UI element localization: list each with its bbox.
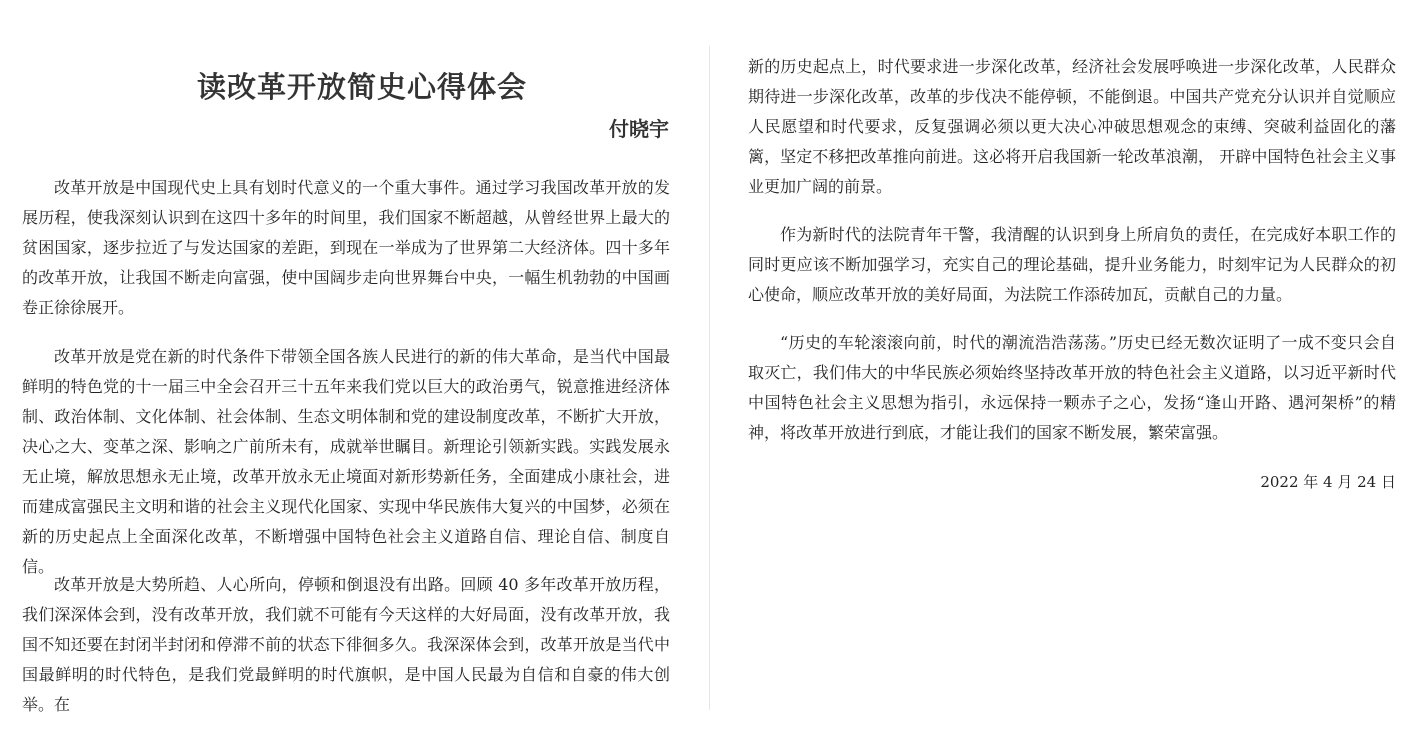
paragraph-3: 改革开放是大势所趋、人心所向，停顿和倒退没有出路。回顾 40 多年改革开放历程，我们深深体会到，没有改革开放，我们就不可能有今天这样的大好局面，没有改革开放，我国不知还要在封闭半封闭和停滞不前的状态下徘徊多久。我深深体会到，改革开放是当代中国最鲜明的时代特色，是我们党最鲜明的时代旗帜，是中国人民最为自信和自豪的伟大创举。在 [22,575,670,714]
article-title: 读改革开放简史心得体会 [196,70,527,105]
article-date: 2022 年 4 月 24 日 [1260,473,1396,491]
paragraph-5: “历史的车轮滚滚向前，时代的潮流浩浩荡荡。”历史已经无数次证明了一成不变只会自取灭亡，我们伟大的中华民族必须始终坚持改革开放的特色社会主义道路，以习近平新时代中国特色社会主义思想为指引，永远保持一颗赤子之心，发扬“逢山开路、遇河架桥”的精神，将改革开放进行到底，才能让我们的国家不断发展，繁荣富强。 [748,333,1396,442]
column-divider [709,46,710,710]
paragraph-4: 作为新时代的法院青年干警，我清醒的认识到身上所肩负的责任，在完成好本职工作的同时更应该不断加强学习，充实自己的理论基础，提升业务能力，时刻牢记为人民群众的初心使命，顺应改革开放的美好局面，为法院工作添砖加瓦，贡献自己的力量。 [748,225,1396,304]
paragraph-3-continued: 新的历史起点上，时代要求进一步深化改革，经济社会发展呼唤进一步深化改革，人民群众期待进一步深化改革，改革的步伐决不能停顿，不能倒退。中国共产党充分认识并自觉顺应人民愿望和时代要求，反复强调必须以更大决心冲破思想观念的束缚、突破利益固化的藩篱，坚定不移把改革推向前进。这必将开启我国新一轮改革浪潮， 开辟中国特色社会主义事业更加广阔的前景。 [748,57,1396,196]
paragraph-2: 改革开放是党在新的时代条件下带领全国各族人民进行的新的伟大革命，是当代中国最鲜明的特色党的十一届三中全会召开三十五年来我们党以巨大的政治勇气，锐意推进经济体制、政治体制、文化体制、社会体制、生态文明体制和党的建设制度改革，不断扩大开放，决心之大、变革之深、影响之广前所未有，成就举世瞩目。新理论引领新实践。实践发展永无止境，解放思想永无止境，改革开放永无止境面对新形势新任务，全面建成小康社会，进而建成富强民主文明和谐的社会主义现代化国家、实现中华民族伟大复兴的中国梦，必须在新的历史起点上全面深化改革，不断增强中国特色社会主义道路自信、理论自信、制度自信。 [22,347,670,576]
paragraph-1: 改革开放是中国现代史上具有划时代意义的一个重大事件。通过学习我国改革开放的发展历程，使我深刻认识到在这四十多年的时间里，我们国家不断超越，从曾经世界上最大的贫困国家，逐步拉近了与发达国家的差距，到现在一举成为了世界第二大经济体。四十多年的改革开放，让我国不断走向富强，使中国阔步走向世界舞台中央，一幅生机勃勃的中国画卷正徐徐展开。 [22,178,670,317]
article-author: 付晓宇 [609,117,669,141]
